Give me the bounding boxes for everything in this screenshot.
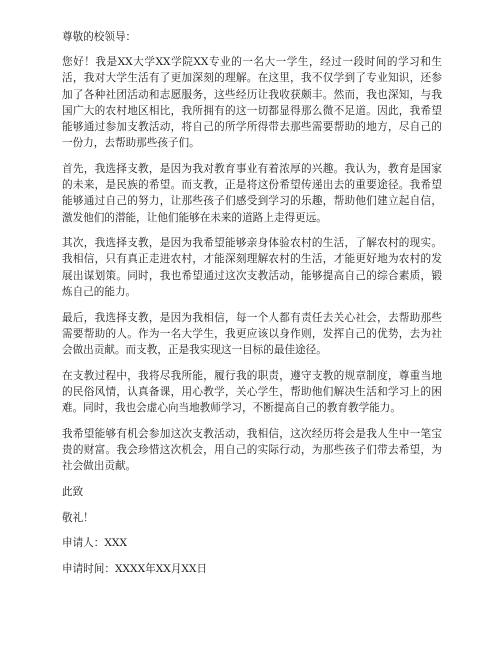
paragraph-first-reason: 首先，我选择支教，是因为我对教育事业有着浓厚的兴趣。我认为，教育是国家的未来，是民族的希望。而支教，正是将这份希望传递出去的重要途径。我希望能够通过自己的努力，让那些孩子们感受到学习的乐趣，帮助他们建立起自信，激发他们的潜能，让他们能够在未来的道路上走得更远。 (62, 162, 442, 224)
paragraph-last-reason: 最后，我选择支教，是因为我相信，每一个人都有责任去关心社会，去帮助那些需要帮助的人。作为一名大学生，我更应该以身作则，发挥自己的优势，去为社会做出贡献。而支教，正是我实现这一目标的最佳途径。 (62, 311, 442, 356)
salutation: 尊敬的校领导： (62, 31, 137, 43)
letter-document (62, 29, 442, 587)
paragraph-commitment: 在支教过程中，我将尽我所能，履行我的职责，遵守支教的规章制度，尊重当地的民俗风情，认真备课，用心教学，关心学生，帮助他们解决生活和学习上的困难。同时，我也会虚心向当地教师学习，不断提高自己的教育教学能力。 (62, 369, 442, 415)
paragraph-intro: 您好！我是XX大学XX学院XX专业的一名大一学生，经过一段时间的学习和生活，我对大学生活有了更加深刻的理解。在这里，我不仅学到了专业知识，还参加了各种社团活动和志愿服务，这些经历让我收获颇丰。然而，我也深知，与我国广大的农村地区相比，我所拥有的这一切都显得那么微不足道。因此，我希望能够通过参加支教活动，将自己的所学所得带去那些需要帮助的地方，尽自己的一份力，去帮助那些孩子们。 (62, 56, 442, 150)
paragraph-hope: 我希望能够有机会参加这次支教活动，我相信，这次经历将会是我人生中一笔宝贵的财富。我会珍惜这次机会，用自己的实际行动，为那些孩子们带去希望，为社会做出贡献。 (62, 427, 442, 473)
paragraph-second-reason: 其次，我选择支教，是因为我希望能够亲身体验农村的生活，了解农村的现实。我相信，只有真正走进农村，才能深刻理解农村的生活，才能更好地为农村的发展出谋划策。同时，我也希望通过这次支教活动，能够提高自己的综合素质，锻炼自己的能力。 (62, 237, 442, 298)
applicant-line: 申请人：XXX (62, 537, 128, 550)
closing-jing-li: 敬礼！ (62, 511, 94, 524)
closing-ci-zhi: 此致 (62, 485, 84, 498)
date-line: 申请时间：XXXX年XX月XX日 (62, 562, 208, 575)
